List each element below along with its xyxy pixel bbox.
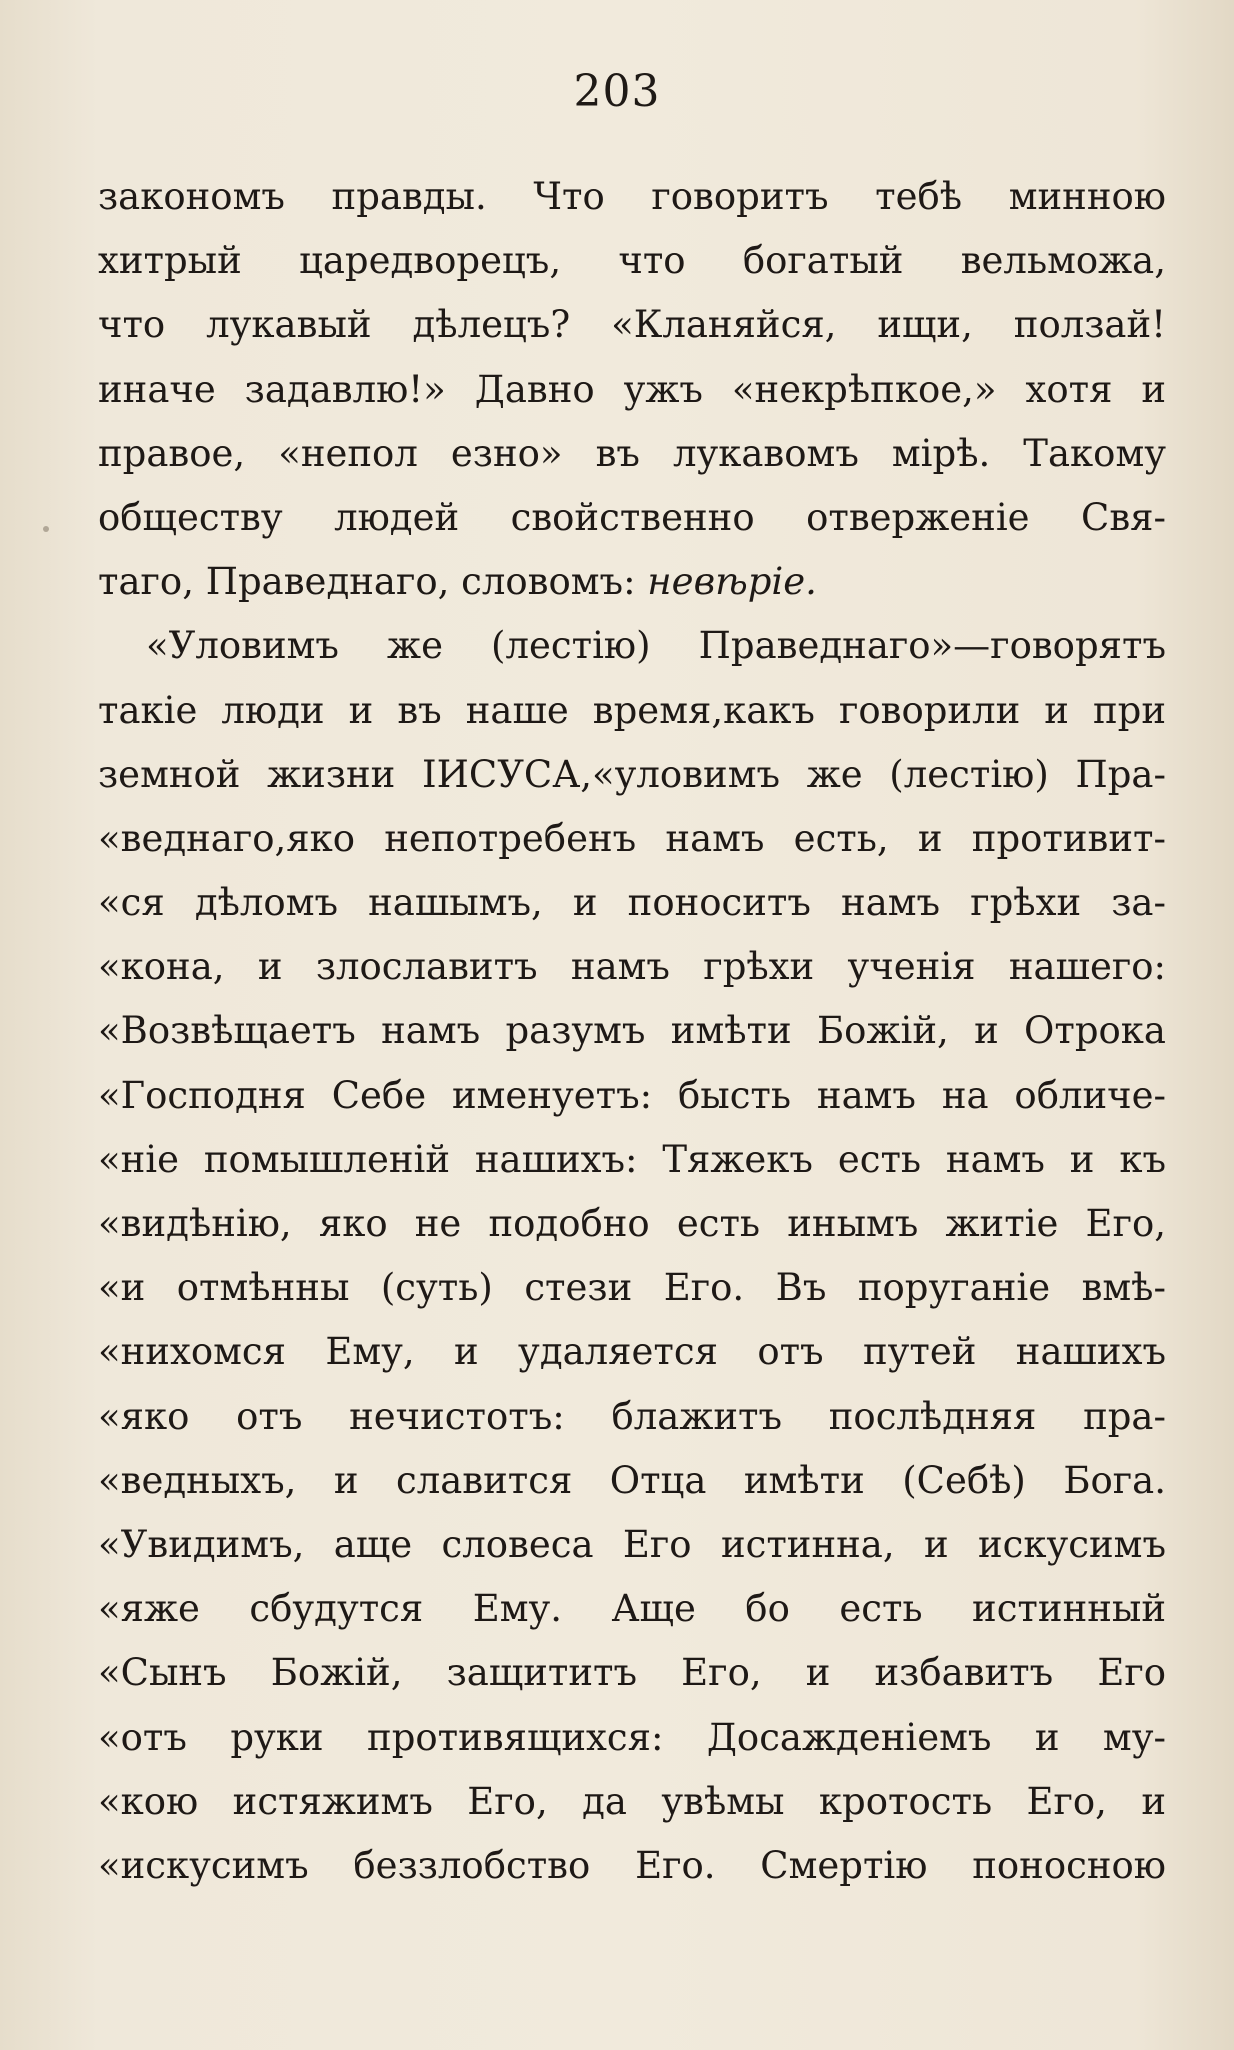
text-line: «искусимъ беззлобство Его. Смертію поносною <box>98 1843 1166 1887</box>
text-line: «яже сбудутся Ему. Аще бо есть истинный <box>98 1587 1166 1631</box>
page-body-text <box>98 165 1166 1898</box>
text-line: «нихомся Ему, и удаляется отъ путей нашихъ <box>98 1330 1166 1374</box>
text-line: «ся дѣломъ нашымъ, и поноситъ намъ грѣхи за- <box>98 881 1166 925</box>
emphasized-word: невѣріе. <box>647 560 817 604</box>
text-line: «веднаго,яко непотребенъ намъ есть, и противит- <box>98 816 1166 860</box>
text-line: «Господня Себе именуетъ: бысть намъ на обличе- <box>98 1073 1166 1117</box>
text-line: обществу людей свойственно отверженіе Свя- <box>98 495 1166 539</box>
page-number: 203 <box>573 66 661 117</box>
text-line-paragraph-end <box>98 550 1166 614</box>
line-text: таго, Праведнаго, словомъ: <box>98 560 648 604</box>
text-line: «и отмѣнны (суть) стези Его. Въ поруганіе вмѣ- <box>98 1266 1166 1310</box>
text-line: «яко отъ нечистотъ: блажитъ послѣдняя пра- <box>98 1394 1166 1438</box>
text-line: такіе люди и въ наше время,какъ говорили и при <box>98 688 1166 732</box>
text-line: «Увидимъ, аще словеса Его истинна, и искусимъ <box>98 1522 1166 1566</box>
text-line: «ніе помышленій нашихъ: Тяжекъ есть намъ и къ <box>98 1137 1166 1181</box>
text-line: «Сынъ Божій, защититъ Его, и избавитъ Его <box>98 1651 1166 1695</box>
margin-speck <box>43 526 49 532</box>
text-line: хитрый царедворецъ, что богатый вельможа, <box>98 239 1166 283</box>
text-line: «кона, и злославитъ намъ грѣхи ученія нашего: <box>98 945 1166 989</box>
text-line: правое, «непол езно» въ лукавомъ мірѣ. Такому <box>98 431 1166 475</box>
text-line: «отъ руки противящихся: Досажденіемъ и му- <box>98 1715 1166 1759</box>
text-line: земной жизни ІИСУСА,«уловимъ же (лестію) Пра- <box>98 752 1166 796</box>
text-line: закономъ правды. Что говоритъ тебѣ минною <box>98 175 1166 218</box>
text-line-paragraph-start: «Уловимъ же (лестію) Праведнаго»—говорятъ <box>146 624 1166 668</box>
text-line: «видѣнію, яко не подобно есть инымъ житіе Его, <box>98 1202 1166 1245</box>
text-line: иначе задавлю!» Давно ужъ «некрѣпкое,» хотя и <box>98 367 1166 411</box>
text-line: что лукавый дѣлецъ? «Кланяйся, ищи, ползай! <box>98 303 1166 347</box>
text-line: «кою истяжимъ Его, да увѣмы кротость Его, и <box>98 1779 1166 1823</box>
text-line: «Возвѣщаетъ намъ разумъ имѣти Божій, и Отрока <box>98 1009 1166 1053</box>
text-line: «ведныхъ, и славится Отца имѣти (Себѣ) Бога. <box>98 1458 1166 1502</box>
